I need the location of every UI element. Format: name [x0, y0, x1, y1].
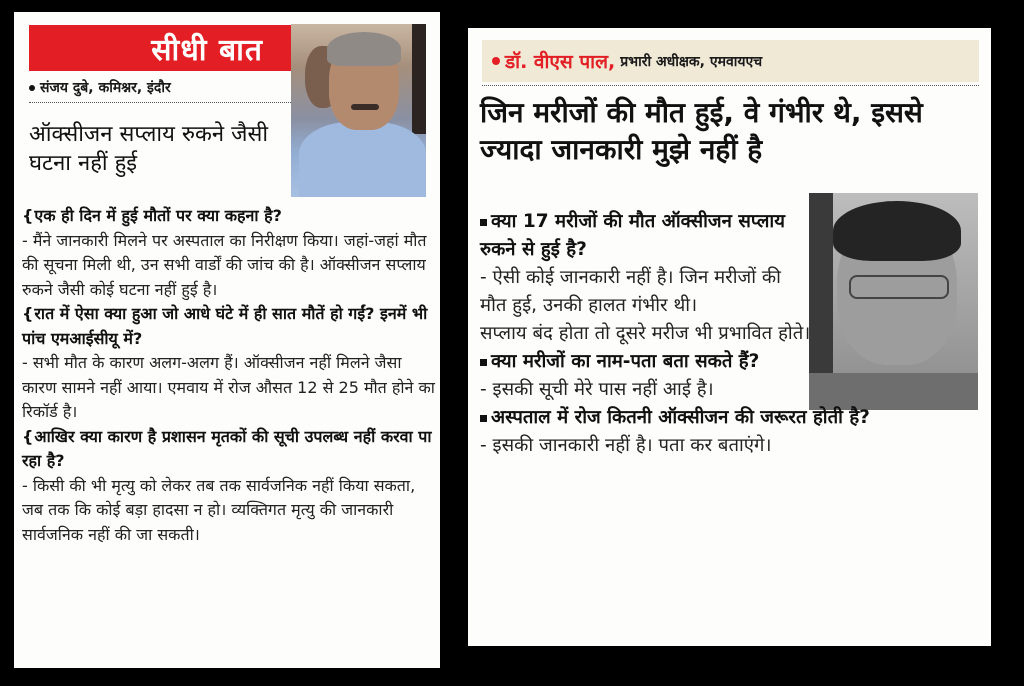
question: आखिर क्या कारण है प्रशासन मृतकों की सूची उपलब्ध नहीं करवा पा रहा है?	[22, 426, 432, 470]
bullet-icon	[29, 85, 35, 91]
byline-role: प्रभारी अधीक्षक, एमवायएच	[620, 53, 763, 70]
qa-item	[22, 204, 436, 302]
right-article-clipping	[468, 28, 991, 646]
section-banner	[29, 25, 291, 71]
section-banner-label: सीधी बात	[151, 32, 263, 68]
qa-item	[480, 208, 980, 348]
question-marker-icon: {	[22, 426, 34, 446]
question: क्या मरीजों का नाम-पता बता सकते हैं?	[491, 351, 760, 372]
qa-item	[480, 404, 980, 460]
question-marker-icon: {	[22, 304, 34, 323]
question: अस्पताल में रोज कितनी ऑक्सीजन की जरूरत होती है?	[491, 407, 870, 428]
headline-right: जिन मरीजों की मौत हुई, वे गंभीर थे, इससे ज्यादा जानकारी मुझे नहीं है	[480, 96, 923, 166]
question: रात में ऐसा क्या हुआ जो आधे घंटे में ही सात मौतें हो गईं? इनमें भी पांच एमआईसीयू में?	[22, 304, 428, 348]
answer-continued: सप्लाय बंद होता तो दूसरे मरीज भी प्रभावित होते।	[480, 323, 811, 344]
question: क्या 17 मरीजों की मौत ऑक्सीजन सप्लाय रुकने से हुई है?	[480, 211, 785, 260]
qa-list-right	[480, 208, 980, 460]
divider	[482, 85, 979, 86]
byline-name: डॉ. वीएस पाल,	[505, 51, 616, 73]
byline-left: संजय दुबे, कमिश्नर, इंदौर	[29, 78, 291, 103]
question-marker-icon: {	[22, 206, 34, 225]
question-bullet-icon	[480, 359, 487, 366]
qa-item	[22, 425, 436, 548]
answer: - इसकी सूची मेरे पास नहीं आई है।	[480, 379, 714, 400]
bullet-icon	[492, 57, 500, 65]
qa-item	[480, 348, 980, 404]
answer: - मैंने जानकारी मिलने पर अस्पताल का निरीक्षण किया। जहां-जहां मौत की सूचना मिली थी, उन सभी वार्डों की जांच की है। ऑक्सीजन सप्लाय रुकने जैसी कोई घटना नहीं हुई है।	[22, 230, 427, 299]
qa-list-left	[22, 204, 436, 547]
byline-right	[482, 40, 979, 82]
interviewee-photo-left	[291, 24, 426, 197]
headline-left: ऑक्सीजन सप्लाय रुकने जैसी घटना नहीं हुई	[29, 122, 269, 176]
question-bullet-icon	[480, 415, 487, 422]
answer: - इसकी जानकारी नहीं है। पता कर बताएंगे।	[480, 435, 772, 456]
qa-item	[22, 302, 436, 425]
answer: - ऐसी कोई जानकारी नहीं है। जिन मरीजों की मौत हुई, उनकी हालत गंभीर थी।	[480, 267, 781, 316]
question: एक ही दिन में हुई मौतों पर क्या कहना है?	[34, 206, 282, 225]
answer: - किसी की भी मृत्यु को लेकर तब तक सार्वजनिक नहीं किया सकता, जब तक कि कोई बड़ा हादसा न हो। व्यक्तिगत मृत्यु की जानकारी सार्वजनिक नहीं की जा सकती।	[22, 475, 416, 544]
question-bullet-icon	[480, 219, 487, 226]
left-article-clipping	[14, 12, 440, 668]
answer: - सभी मौत के कारण अलग-अलग हैं। ऑक्सीजन नहीं मिलने जैसा कारण सामने नहीं आया। एमवाय में रोज औसत 12 से 25 मौत होने का रिकॉर्ड है।	[22, 353, 435, 421]
